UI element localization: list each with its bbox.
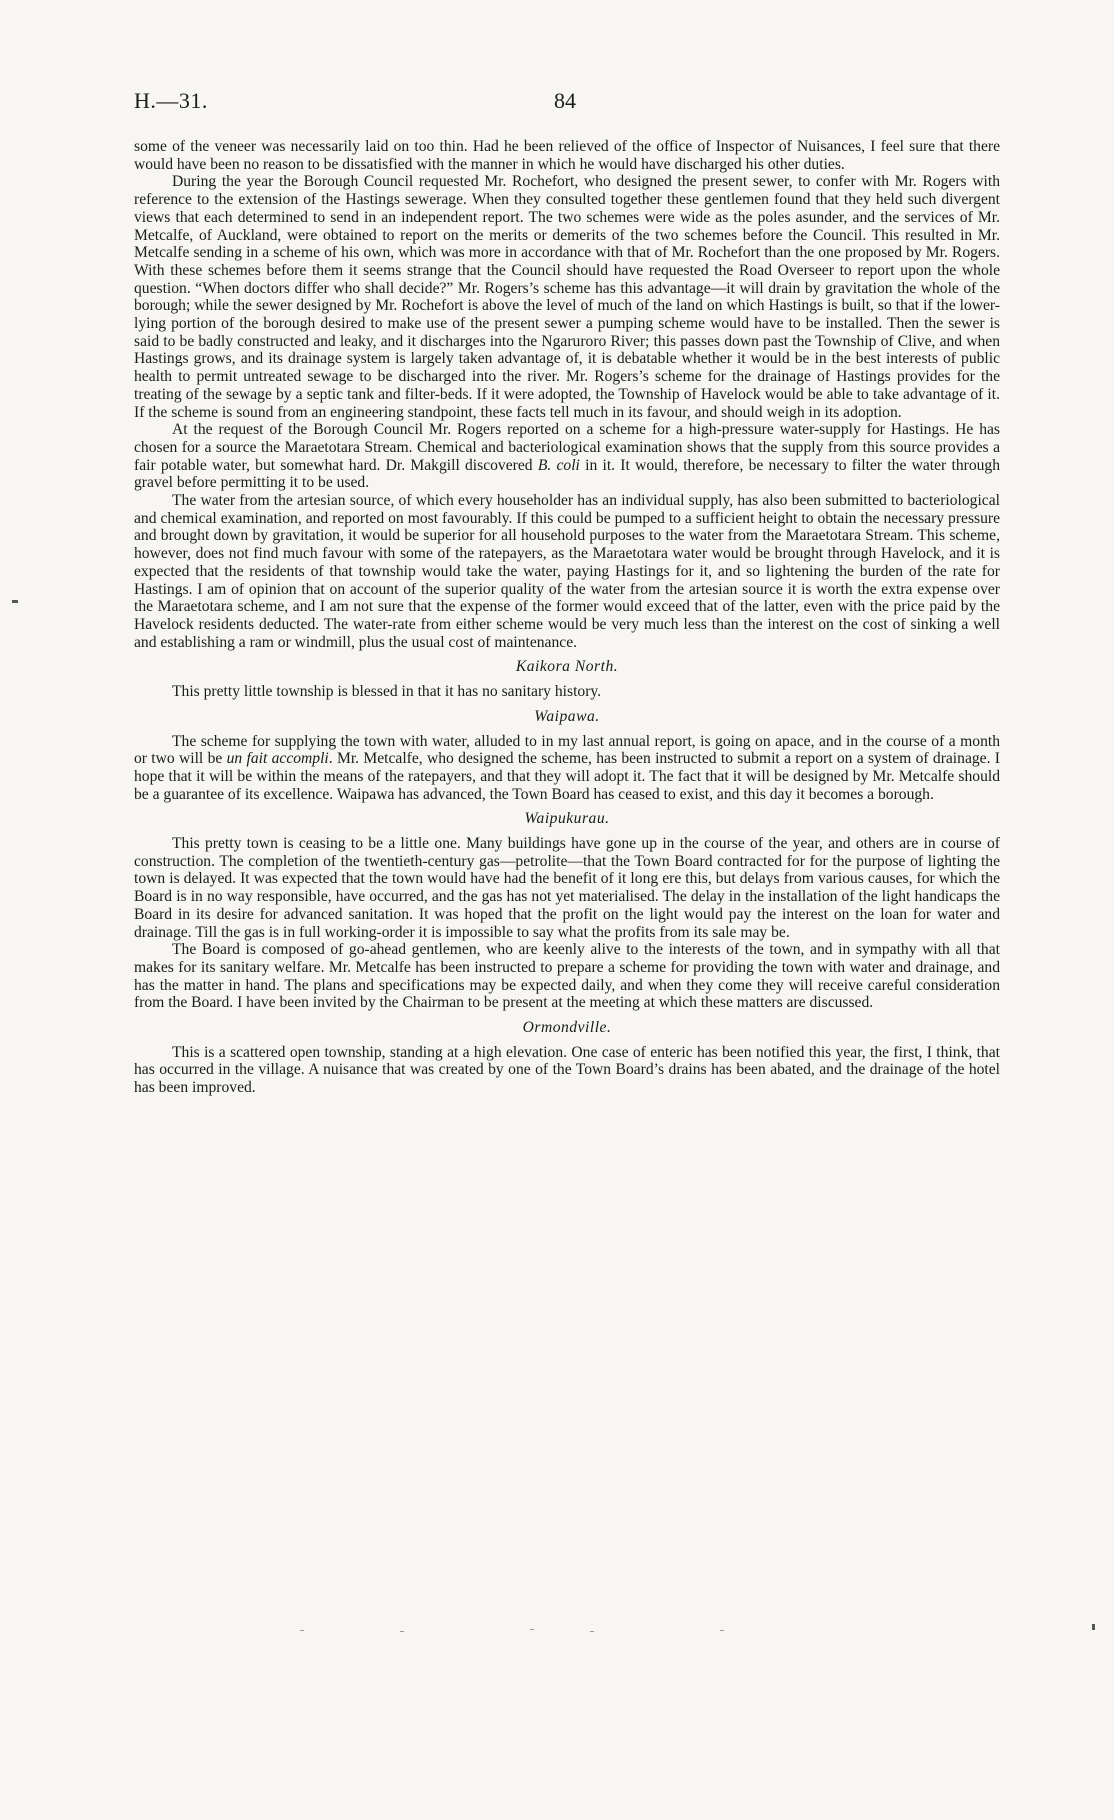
section-heading-waipukurau: Waipukurau. — [524, 810, 610, 828]
section-heading-waipawa: Waipawa. — [534, 707, 600, 725]
page-number: 84 — [554, 88, 576, 113]
speck — [400, 1631, 404, 1632]
speck — [530, 1629, 534, 1630]
paragraph — [134, 421, 1000, 492]
document-reference: H.—31. — [134, 88, 208, 113]
section-heading-kaikora-north: Kaikora North. — [515, 658, 619, 676]
paragraph: some of the veneer was necessarily laid on too thin. Had he been relieved of the office of Inspector of Nuisances, I feel sure that there would have been no reason to be dissatisfied with the manner in which he would have discharged his other duties. — [134, 138, 1000, 173]
paragraph: This pretty town is ceasing to be a little one. Many buildings have gone up in the course of the year, and others are in course of construction. The completion of the twentieth-century gas—petrolite—that the Town Board contracted for for the purpose of lighting the town is delayed. It was expected that the town would have had the benefit of it long ere this, but delays from various causes, for which the Board is in no way responsible, have occurred, and the gas has not yet materialised. The delay in the installation of the light handicaps the Board in its desire for advanced sanitation. It was hoped that the profit on the light would pay the interest on the loan for water and drainage. Till the gas is in full working-order it is impossible to say what the profits from its sale may be. — [134, 835, 1000, 941]
paragraph: This pretty little township is blessed in that it has no sanitary history. — [172, 683, 602, 701]
page-header — [134, 88, 1000, 118]
paragraph: During the year the Borough Council requested Mr. Rochefort, who designed the present sewer, to confer with Mr. Rogers with reference to the extension of the Hastings sewerage. When they consulted together these gentlemen found that they held such divergent views that each determined to send in an independent report. The two schemes were wide as the poles asunder, and the services of Mr. Metcalfe, of Auckland, were obtained to report on the merits or demerits of the two schemes before the Council. This resulted in Mr. Metcalfe sending in a scheme of his own, which was more in accordance with that of Mr. Rochefort than the one proposed by Mr. Rogers. With these schemes before them it seems strange that the Council should have requested the Road Overseer to report upon the whole question. “When doctors differ who shall decide?” Mr. Rogers’s scheme has this advantage—it will drain by gravitation the whole of the borough; while the sewer designed by Mr. Rochefort is above the level of much of the land on which Hastings is built, so that if the lower-lying portion of the borough desired to make use of the present sewer a pumping scheme would have to be installed. Then the sewer is said to be badly constructed and leaky, and it discharges into the Ngaruroro River; this passes down past the Township of Clive, and when Hastings grows, and its drainage system is largely taken advantage of, it is debatable whether it would be in the best interests of public health to permit untreated sewage to be discharged into the river. Mr. Rogers’s scheme for the drainage of Hastings provides for the treating of the sewage by a septic tank and filter-beds. If it were adopted, the Township of Havelock would be able to take advantage of it. If the scheme is sound from an engineering standpoint, these facts tell much in its favour, and should weigh in its adoption. — [134, 173, 1000, 421]
speck — [720, 1630, 724, 1631]
paragraph-text: in it. It would, therefore, be necessary to filter the water through gravel before permitting it to be used. — [134, 456, 1001, 492]
paragraph: The water from the artesian source, of which every householder has an individual supply, has also been submitted to bacteriological and chemical examination, and reported on most favourably. If this could be pumped to a sufficient height to obtain the necessary pressure and brought down by gravitation, it would be superior for all household purposes to the water from the Maraetotara Stream. This scheme, however, does not find much favour with some of the ratepayers, as the Maraetotara water would be brought through Havelock, and it is expected that the residents of that township would take the water, paying Hastings for it, and so lightening the burden of the rate for Hastings. I am of opinion that on account of the superior quality of the water from the artesian source it is worth the extra expense over the Maraetotara scheme, and I am not sure that the expense of the former would exceed that of the latter, even with the price paid by the Havelock residents deducted. The water-rate from either scheme would be very much less than the interest on the cost of sinking a well and establishing a ram or windmill, plus the usual cost of maintenance. — [134, 492, 1000, 651]
paragraph-text: . Mr. Metcalfe, who designed the scheme, has been instructed to submit a report on a system of drainage. I hope that it will be within the means of the ratepayers, and that they will adopt it. The fact that it will be designed by Mr. Metcalfe should be a guarantee of its excellence. Waipawa has advanced, the Town Board has ceased to exist, and this day it becomes a borough. — [134, 750, 1000, 803]
margin-mark — [1092, 1624, 1095, 1630]
paragraph-text: The scheme for supplying the town with water, alluded to in my last annual report, is going on apace, and in the course of a month or two will be — [134, 732, 1000, 768]
margin-mark — [12, 600, 18, 603]
paragraph: The Board is composed of go-ahead gentlemen, who are keenly alive to the interests of the town, and in sympathy with all that makes for its sanitary welfare. Mr. Metcalfe has been instructed to prepare a scheme for providing the town with water and drainage, and has the matter in hand. The plans and specifications may be expected daily, and when they come they will receive careful consideration from the Board. I have been invited by the Chairman to be present at the meeting at which these matters are discussed. — [134, 941, 1000, 1012]
body-text — [134, 138, 1000, 1097]
scan-specks — [300, 1628, 800, 1634]
paragraph-text: At the request of the Borough Council Mr. Rogers reported on a scheme for a high-pressure water-supply for Hastings. He has chosen for a source the Maraetotara Stream. Chemical and bacteriological examination shows that the supply from this source provides a fair potable water, but somewhat hard. Dr. Makgill discovered — [134, 421, 1000, 474]
speck — [590, 1631, 594, 1632]
speck — [300, 1630, 304, 1631]
italic-term: un fait accompli — [226, 750, 329, 768]
italic-term: B. coli — [537, 456, 580, 474]
section-heading-ormondville: Ormondville. — [522, 1019, 612, 1037]
paragraph: This is a scattered open township, standing at a high elevation. One case of enteric has been notified this year, the first, I think, that has occurred in the village. A nuisance that was created by one of the Town Board’s drains has been abated, and the drainage of the hotel has been improved. — [134, 1043, 1000, 1097]
paragraph — [134, 733, 1000, 804]
